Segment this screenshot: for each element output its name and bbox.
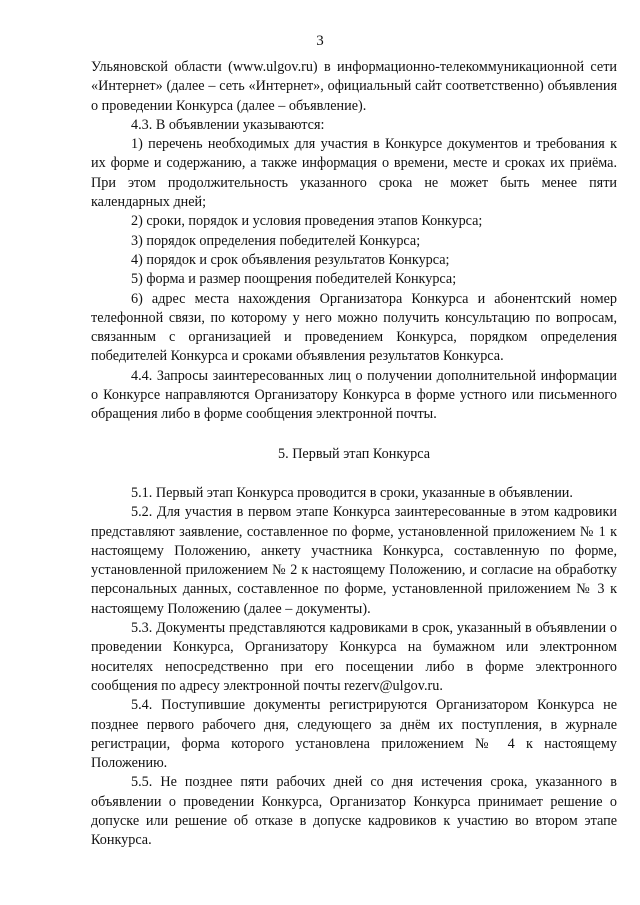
paragraph-5-5: 5.5. Не позднее пяти рабочих дней со дня истечения срока, указанного в объявлении о проведении Конкурса, Организатор Конкурса принимает решение о допуске или решение об отказе в допуске кадровиков к участию во втором этапе Конкурса. bbox=[91, 774, 617, 849]
document-body bbox=[91, 58, 617, 851]
list-item-6: 6) адрес места нахождения Организатора Конкурса и абонентский номер телефонной связи, по которому у него можно получить консультацию по вопросам, связанным с организацией и проведением Конкурса, порядком определения победителей Конкурса и сроками объявления результатов Конкурса. bbox=[91, 290, 617, 365]
paragraph-4-4: 4.4. Запросы заинтересованных лиц о получении дополнительной информации о Конкурсе направляются Организатору Конкурса в форме устного или письменного обращения либо в форме сообщения электронной почты. bbox=[91, 367, 617, 423]
paragraph-5-1: 5.1. Первый этап Конкурса проводится в сроки, указанные в объявлении. bbox=[131, 484, 573, 501]
list-item-3: 3) порядок определения победителей Конкурса; bbox=[131, 232, 421, 249]
list-item-5: 5) форма и размер поощрения победителей Конкурса; bbox=[131, 271, 457, 288]
paragraph-5-4: 5.4. Поступившие документы регистрируются Организатором Конкурса не позднее первого рабочего дня, следующего за днём их поступления, в журнале регистрации, форма которого установлена приложением № 4 к настоящему Положению. bbox=[91, 697, 617, 772]
paragraph-5-3: 5.3. Документы представляются кадровиками в срок, указанный в объявлении о проведении Конкурса, Организатору Конкурса на бумажном или электронном носителях непосредственно при его посещении либо в форме электронного сообщения по адресу электронной почты rezerv@ulgov.ru. bbox=[91, 620, 617, 694]
paragraph-continuation: Ульяновской области (www.ulgov.ru) в информационно-телекоммуникационной сети «Интернет» (далее – сеть «Интернет», официальный сайт соответственно) объявления о проведении Конкурса (далее – объявление). bbox=[91, 59, 617, 114]
paragraph-4-3: 4.3. В объявлении указываются: bbox=[131, 116, 325, 133]
list-item-1: 1) перечень необходимых для участия в Конкурсе документов и требования к их форме и содержанию, а также информация о времени, месте и сроках их приёма. При этом продолжительность указанного срока не может быть менее пяти календарных дней; bbox=[91, 136, 617, 211]
paragraph-5-2: 5.2. Для участия в первом этапе Конкурса заинтересованные в этом кадровики представляют заявление, составленное по форме, установленной приложением № 1 к настоящему Положению, анкету участника Конкурса, составленную по форме, установленной приложением № 2 к настоящему Положению, и согласие на обработку персональных данных, составленное по форме, установленной приложением № 3 к настоящему Положению (далее – документы). bbox=[91, 504, 617, 617]
list-item-4: 4) порядок и срок объявления результатов Конкурса; bbox=[131, 251, 450, 268]
section-heading: 5. Первый этап Конкурса bbox=[278, 445, 430, 462]
list-item-2: 2) сроки, порядок и условия проведения этапов Конкурса; bbox=[131, 213, 483, 230]
page-number: 3 bbox=[316, 33, 324, 49]
